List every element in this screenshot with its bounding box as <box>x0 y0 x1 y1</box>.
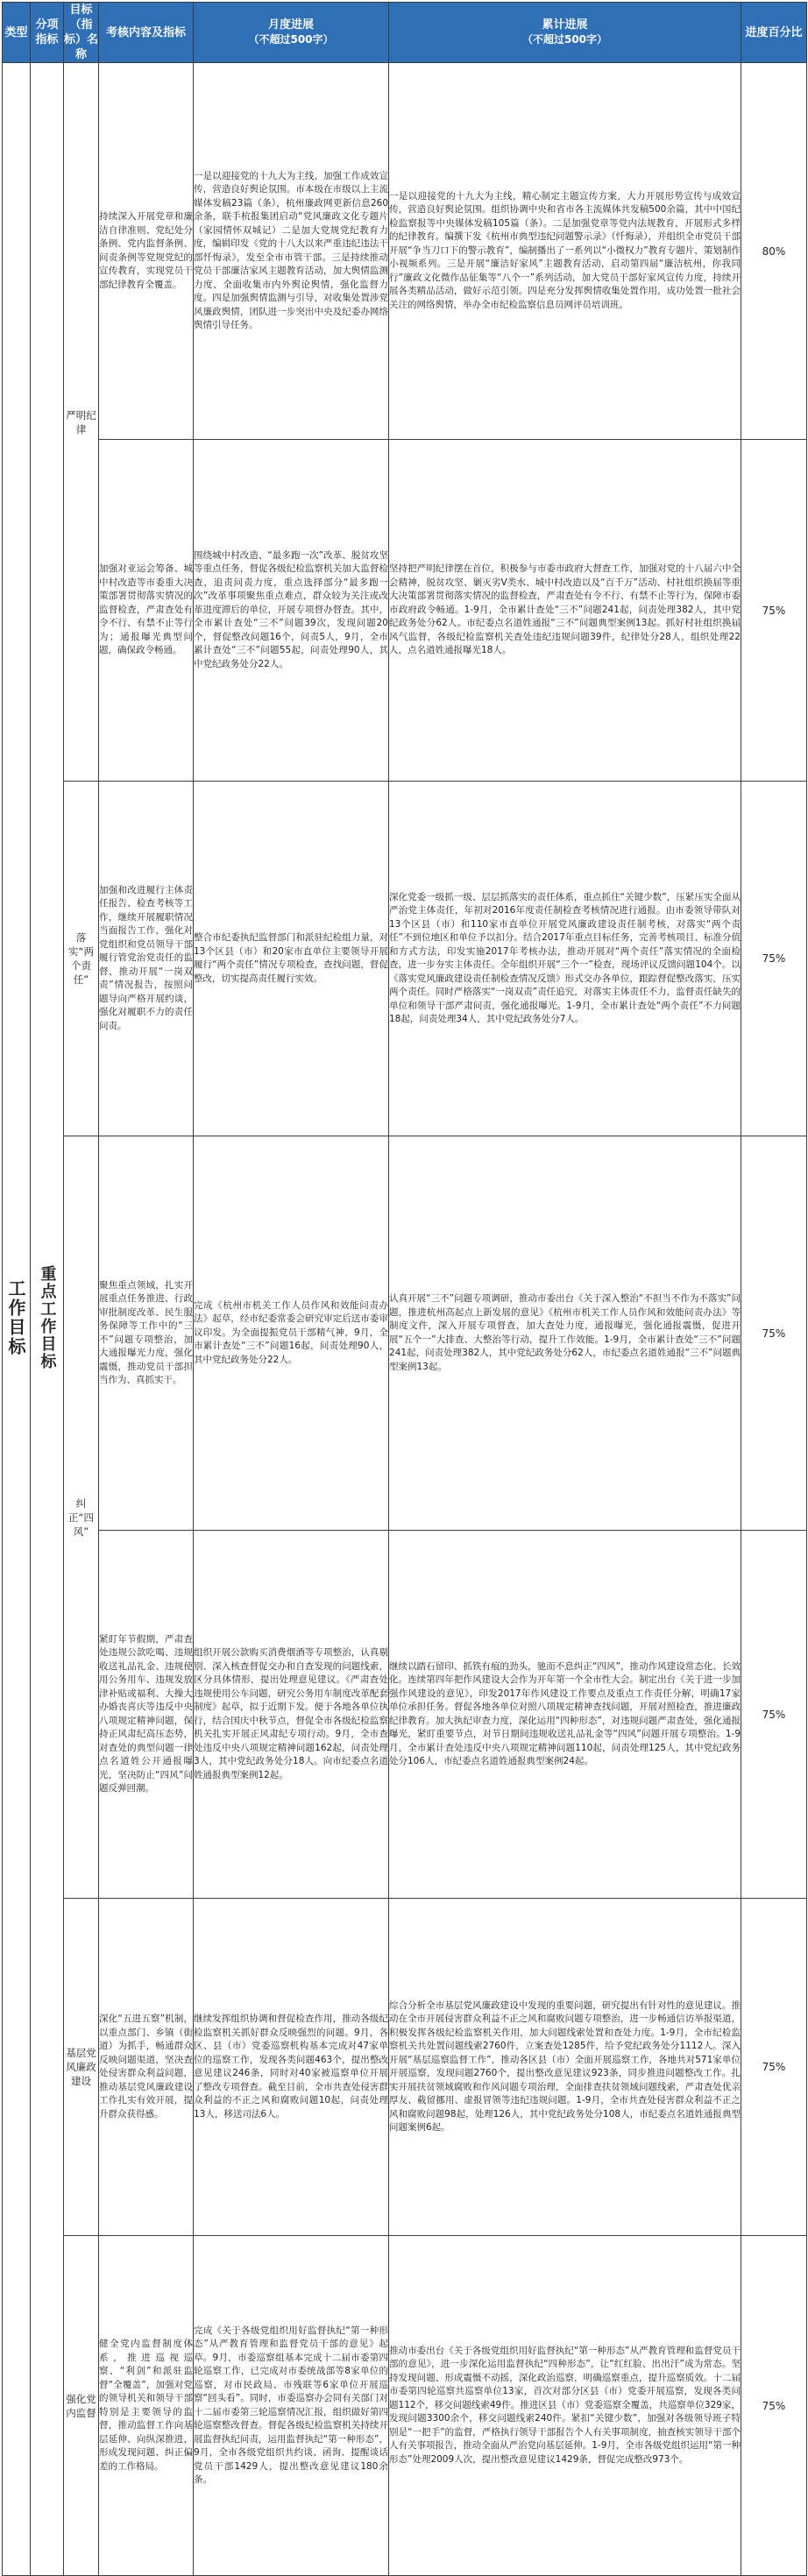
requirements-cell: 加强对亚运会筹备、城中村改造等市委重大决策部署贯彻落实情况的监督检查，严肃查处有令不行、有禁不止等行为；通报曝光典型问题，确保政令畅通。 <box>99 440 194 782</box>
monthly-cell: 完成《关于各级党组织用好监督执纪“第一种形态”从严教育管理和监督党员干部的意见》起草。9月，市委巡察组基本完成十二届市委第四轮巡察工作，已完成对市委统战部等8家单位的巡察，对市民政局、市残联等6家单位开展巡察“回头看”。同时，市委巡察办会同有关部门对十二届市委第三轮巡察情况汇报，组织做好第四轮巡察整改督查。督促各级纪检监察机关持续开展监督执纪问责，运用监督执纪“第一种形态”，9月，全市各级党组织共约谈、函询、提醒谈话党员干部1429人，提出整改意见建议180余条。 <box>194 2236 389 2576</box>
header-target: 目标（指标）名称 <box>64 4 99 61</box>
requirements-cell: 持续深入开展党章和廉洁自律准则、党纪处分条例、党内监督条例、问责条例等党规党纪的宣传教育，实现党员干部纪律教育全覆盖。 <box>99 63 194 440</box>
header-monthly-title: 月度进展 <box>267 18 314 32</box>
header-monthly-sub: （不超过500字） <box>248 33 334 46</box>
percent-cell: 75% <box>741 1531 807 1899</box>
requirements-cell: 健全党内监督制度体系，推进巡视巡察、“利剑”和派驻监督“全覆盖”，加强对党的领导机关和领导干部特别是主要领导的监督，推动监督工作向基层延伸、向纵深推进，形成发现问题、纠正偏差的工作格局。 <box>99 2236 194 2576</box>
percent-cell: 80% <box>741 63 807 440</box>
requirements-cell: 聚焦重点领域，扎实开展重点任务推进、行政审批制度改革、民生服务保障等工作中的“三不”问题专项整治，加大通报曝光力度，强化震慑，推动党员干部担当作为、真抓实干。 <box>99 1136 194 1531</box>
type-cell <box>3 63 31 2576</box>
cumulative-cell: 综合分析全市基层党风廉政建设中发现的重要问题，研究提出有针对性的意见建议。推动在全市开展侵害群众利益不正之风和腐败问题专项整治，进一步畅通信访举报渠道，积极发挥各级纪检监察机关作用，加大问题线索处置和查处力度。1-9月，全市纪检监察机关共处置问题线索2760件，立案查处1285件，给予党纪政务处分1112人。深入开展“基层巡察监督工作”，推动各区县（市）全面开展巡察工作，各地共对571家单位开展巡察，发现问题2760个，提出整改意见建议923条，同步推进问题整改工作。扎实开展扶贫领域腐败和作风问题专项治理，全面排查扶贫领域问题线索，严肃查处优亲厚友、截留挪用、虚报冒领等违纪违规问题。1-9月，全市共查处侵害群众利益不正之风和腐败问题98起，处理126人，其中党纪政务处分108人，市纪委点名道姓通报典型问题案例6起。 <box>389 1899 741 2236</box>
cumulative-cell: 一是以迎接党的十九大为主线，精心制定主题宣传方案，大力开展形势宣传与成效宣传，营造良好舆论氛围。组织协调中央和省市各主流媒体共发稿500余篇，其中中国纪检监察报等中央媒体发稿105篇（条）。二是加强党章等党内法规教育，开展形式多样的纪律教育。编撰下发《杭州市典型违纪问题警示录》（忏悔录），并组织全市党员干部开展“争当刀口下的警示教育”，编制播出了一系列以“小微权力”教育专题片，策划制作小视频系列。三是开展“廉洁好家风”主题教育活动，启动第四届“廉洁杭州，你我同行”廉政文化微作品征集等“八个一”系列活动，加大党员干部好家风宣传力度，持续开展各类精品活动，做好示范引领。四是充分发挥舆情收集处置作用，成功处置一批社会关注的网络舆情，举办全市纪检监察信息员网评员培训班。 <box>389 63 741 440</box>
category-cell <box>31 63 64 2576</box>
group-fourwinds-cell <box>64 1136 99 1899</box>
table-row <box>3 440 807 782</box>
requirements-cell: 紧盯年节假期，严肃查处违规公款吃喝、违规收送礼品礼金、违规使用公务用车、违规发放津补贴或福利、大操大办婚丧喜庆等违反中央八项规定精神问题，保持正风肃纪高压态势，对查处的典型问题一律点名道姓公开通报曝光，坚决防止“四风”问题反弹回潮。 <box>99 1531 194 1899</box>
progress-table <box>2 2 807 2576</box>
monthly-cell: 围绕城中村改造、“最多跑一次”改革、脱贫攻坚等重点任务，督促各级纪检监察机关加大监督检查，追责问责力度，重点选择部分“最多跑一次”改革事项聚焦重点难点，群众较为关注或改革进度滞后的单位，开展专项督办督查。其中，全市累计查处“三不”问题39次，发现问题20个，督促整改问题16个，问责5人，9月，全市累计查处“三不”问题55起，问责处理90人，其中党纪政务处分22人。 <box>194 440 389 782</box>
monthly-cell: 组织开展公款购买消费烟酒等专项整治，认真剔别、深入核查督促交办和自查发现的问题线索，区分具体情形，提出处理意见建议。《严肃查处违规使用公车问题，研究公务用车制度改革配套制度》起草，拟于近期下发。便于各地各单位执行，结合国庆中秋节点，督促全市各级纪检监察机关扎实开展正风肃纪专项行动。9月，全市查处违反中央八项规定精神问题162起，问责处理3人，其中党纪政务处分18人。向市纪委点名道姓通报典型案例12起。 <box>194 1531 389 1899</box>
monthly-cell: 一是以迎接党的十九大为主线，加强工作成效宣传，营造良好舆论氛围。市本级在市级以上主流媒体发稿23篇（条），杭州廉政网更新信息260余条，联手杭报集团启动“党风廉政文化专题片（家园情怀双城记）二是加大党规党纪教育力度，编辑印发《党的十八大以来严重违纪违法干部忏悔录》，发至全市市管干部。三是持续推动党员干部廉洁家风主题教育活动，加大舆情监测力度，全面收集市内外舆论舆情，强化监督力度。四是加强舆情监测与引导，对收集处置涉党风廉政舆情，团队进一步突出中央及纪委办网络舆情引导任务。 <box>194 63 389 440</box>
requirements-cell: 加强和改进履行主体责任报告、检查考核等工作，继续开展履职情况当面报告工作，强化对党组织和党员领导干部履行管党治党责任的监督，推动开展“一岗双责”情况报告，按照问题导向严格开展约谈，强化对履职不力的责任问责。 <box>99 782 194 1136</box>
table-row <box>3 1136 807 1531</box>
type-label: 工作目标 <box>5 1278 26 1356</box>
percent-cell: 75% <box>741 440 807 782</box>
header-cumulative-sub: （不超过500字） <box>521 33 608 46</box>
header-row <box>3 3 807 63</box>
percent-cell: 75% <box>741 1136 807 1531</box>
table-row <box>3 63 807 440</box>
header-monthly <box>194 3 389 63</box>
target-cell: 基层党风廉政建设 <box>64 1899 99 2236</box>
header-category: 分项指标 <box>31 3 64 63</box>
cumulative-cell: 深化党委一级抓一级、层层抓落实的责任体系，重点抓住“关键少数”，压紧压实全面从严治党主体责任，年初对2016年度责任制检查考核情况进行通报。由市委领导带队对13个区县（市）和110家市直单位开展党风廉政建设责任制考核，对落实“两个责任”不到位地区和单位予以扣分。结合2017年重点目标任务，完善考核项目、标准分值和方式方法，印发实施2017年考核办法，推动开展对“两个责任”落实情况的全面检查，进一步夯实主体责任。全年组织开展“三个一”检查，现场评议反馈问题104个。以《落实党风廉政建设责任制检查情况反馈》形式交办各单位，跟踪督促整改落实，压实两个责任。同时严格落实“一岗双责”责任追究，对落实主体责任不力，监督责任缺失的单位和领导干部严肃问责，强化通报曝光。1-9月，全市累计查处“两个责任”不力问题18起，问责处理34人，其中党纪政务处分7人。 <box>389 782 741 1136</box>
target-cell: 强化党内监督 <box>64 2236 99 2576</box>
target-cell: 落实“两个责任” <box>64 782 99 1136</box>
group-strict-label: 严明纪律 <box>66 408 96 435</box>
percent-cell: 75% <box>741 1899 807 2236</box>
requirements-cell: 深化“五进五察”机制，以重点部门、乡镇（街道）为抓手，畅通群众反映问题渠道，坚决查处侵害群众利益问题，推动基层党风廉政建设工作扎实有效开展，提升群众获得感。 <box>99 1899 194 2236</box>
header-percent: 进度百分比 <box>741 3 807 63</box>
table-row <box>3 2236 807 2576</box>
category-label: 重点工作目标 <box>38 1264 57 1370</box>
cumulative-cell: 继续以踏石留印、抓铁有痕的劲头，驰而不息纠正“四风”，推动作风建设常态化、长效化。连续第四年把作风建设大会作为开年第一个全市性大会。制定出台《关于进一步加强作风建设的意见》，印发2017年作风建设工作要点及重点工作责任分解，明确17家单位承担任务。督促各地各单位对照八项规定精神查找问题，开展对照检查，推进廉政纪律教育。加大执纪审查力度，深化运用“四种形态”，对违规问题严肃查处，强化通报曝光，紧盯重要节点，对节日期间违规收送礼品礼金等“四风”问题开展专项整治。1-9月，全市累计查处违反中央八项规定精神问题110起，问责处理125人，其中党纪政务处分106人，市纪委点名道姓通报典型案例24起。 <box>389 1531 741 1899</box>
header-cumulative-title: 累计进展 <box>542 18 588 32</box>
cumulative-cell: 认真开展“三不”问题专项调研，推动市委出台《关于深入整治“不担当不作为不落实”问题，推进杭州高起点上新发展的意见》《杭州市机关工作人员作风和效能问责办法》等制度文件，深入开展专项督查，加大查处力度，通报曝光，强化通报震慑，促进开展“五个一”大排查、大整治等行动，提升工作效能。1-9月，全市累计查处“三不”问题241起，问责处理382人，其中党纪政务处分62人，市纪委点名道姓通报“三不”问题典型案例13起。 <box>389 1136 741 1531</box>
monthly-cell: 完成《杭州市机关工作人员作风和效能问责办法》起草，经市纪委常委会研究审定后送市委审议印发。为全面提振党员干部精气神，9月，全市累计查处“三不”问题16起，问责处理90人，其中党纪政务处分22人。 <box>194 1136 389 1531</box>
percent-cell: 75% <box>741 2236 807 2576</box>
cumulative-cell: 坚持把严明纪律摆在首位，积极参与市委市政府大督查工作，加强对党的十八届六中全会精神，脱贫攻坚、剿灭劣V类水、城中村改造以及“百千万”活动、村社组织换届等重大决策部署贯彻落实情况的监督检查，严肃查处有令不行、有禁不止等行为，保障市委市政府政令畅通。1-9月，全市累计查处“三不”问题241起，问责处理382人，其中党纪政务处分62人。市纪委点名道姓通报“三不”问题典型案例13起。抓好村社组织换届风气监督，各级纪检监察机关查处违纪违规问题39件，纪律处分28人，组织处理22人，点名道姓通报曝光18人。 <box>389 440 741 782</box>
group-strict-cell <box>64 63 99 782</box>
header-cumulative <box>389 3 741 63</box>
percent-cell: 75% <box>741 782 807 1136</box>
header-requirements: 考核内容及指标 <box>99 3 194 63</box>
table-row <box>3 1899 807 2236</box>
group-fourwinds-label: 纠正“四风” <box>68 1497 94 1538</box>
table-row <box>3 782 807 1136</box>
table-row <box>3 1531 807 1899</box>
monthly-cell: 继续发挥组织协调和督促检查作用，推动各级纪检监察机关抓好群众反映强烈的问题。9月，各区、县（市）党委巡察机构基本完成对47家单位的巡察工作，发现各类问题463个，提出整改意见建议246条，同时对40家被巡察单位开展了整改专项督查。截至目前，全市共查处侵害群众利益的不正之风和腐败问题10起，问责处理13人，移送司法6人。 <box>194 1899 389 2236</box>
header-type: 类型 <box>3 3 31 63</box>
monthly-cell: 整合市纪委执纪监督部门和派驻纪检组力量，对13个区县（市）和20家市直单位主要领导开展履行“两个责任”情况专项检查，查找问题，督促整改，切实提高责任履行实效。 <box>194 782 389 1136</box>
cumulative-cell: 推动市委出台《关于各级党组织用好监督执纪“第一种形态”从严教育管理和监督党员干部的意见》，进一步深化运用监督执纪“四种形态”，让“红红脸、出出汗”成为常态。坚持发现问题、形成震慑不动摇，深化政治巡察，明确巡察重点，提升巡察质效。十二届市委第四轮巡察共巡察单位13家，首次对部分区县（市）党委开展巡察，发现各类问题112个，移交问题线索49件。推进区县（市）党委巡察全覆盖，共巡察单位329家，发现问题3300余个，移交问题线索240件。紧扣“关键少数”，加强对各级领导班子特别是“一把手”的监督，严格执行领导干部报告个人有关事项制度，抽查核实领导干部个人有关事项报告，推动全面从严治党向基层延伸。1-9月，全市各级党组织运用“第一种形态”处理2009人次，提出整改意见建议1429条，督促完成整改973个。 <box>389 2236 741 2576</box>
